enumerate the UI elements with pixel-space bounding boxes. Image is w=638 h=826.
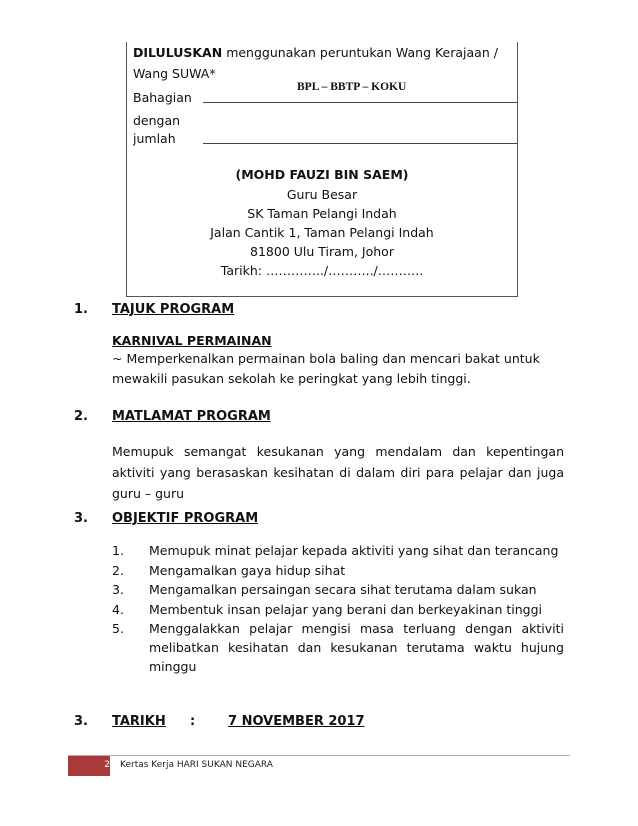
- section-1-number: 1.: [74, 302, 88, 317]
- date-title: TARIKH: [112, 714, 166, 729]
- fund-type: Wang SUWA*: [133, 66, 216, 81]
- signatory-name: (MOHD FAUZI BIN SAEM): [235, 167, 409, 182]
- footer-document-title: Kertas Kerja HARI SUKAN NEGARA: [120, 760, 273, 770]
- item-number: 2.: [112, 562, 124, 578]
- page-number: 2: [104, 760, 110, 770]
- address-line-1: Jalan Cantik 1, Taman Pelangi Indah: [210, 225, 434, 240]
- section-3-title: OBJEKTIF PROGRAM: [112, 511, 259, 526]
- approval-box: [126, 42, 518, 297]
- footer-divider: [68, 755, 570, 756]
- signature-date: Tarikh: …………../………../………..: [220, 263, 424, 278]
- item-text: Mengamalkan gaya hidup sihat: [149, 562, 346, 578]
- item-number: 5.: [112, 621, 124, 636]
- program-description-line2: mewakili pasukan sekolah ke peringkat yang lebih tinggi.: [112, 371, 471, 386]
- section-code: BPL – BBTP – KOKU: [297, 81, 407, 93]
- section-1-title: TAJUK PROGRAM: [112, 302, 235, 317]
- item-number: 1.: [112, 543, 124, 558]
- list-item: [112, 561, 564, 581]
- school-name: SK Taman Pelangi Indah: [247, 206, 397, 221]
- amount-label-line1: dengan: [133, 113, 181, 128]
- event-date: 7 NOVEMBER 2017: [228, 714, 365, 729]
- objectives-list: [112, 541, 564, 676]
- item-text: Membentuk insan pelajar yang berani dan berkeyakinan tinggi: [149, 601, 543, 617]
- program-description-line1: ~ Memperkenalkan permainan bola baling dan mencari bakat untuk: [112, 351, 540, 366]
- item-number: 3.: [112, 582, 124, 597]
- section-label: Bahagian: [133, 90, 192, 105]
- list-item: [112, 619, 564, 676]
- amount-fill-line: [203, 143, 517, 144]
- list-item: [112, 600, 564, 620]
- list-item: [112, 541, 564, 561]
- section-2-number: 2.: [74, 409, 88, 424]
- item-text: Memupuk minat pelajar kepada aktiviti yang sihat dan terancang: [149, 543, 559, 558]
- item-number: 4.: [112, 601, 124, 617]
- approval-statement: [133, 44, 498, 62]
- amount-label-line2: jumlah: [133, 131, 176, 146]
- list-item: [112, 580, 564, 600]
- approved-label: DILULUSKAN: [133, 45, 223, 60]
- address-line-2: 81800 Ulu Tiram, Johor: [250, 244, 394, 259]
- goal-paragraph: Memupuk semangat kesukanan yang mendalam dan kepentingan aktiviti yang berasaskan kesihatan di dalam diri para pelajar dan juga guru – guru: [112, 444, 564, 501]
- approved-text: menggunakan peruntukan Wang Kerajaan /: [226, 45, 498, 60]
- date-colon: :: [190, 714, 196, 729]
- section-3-number: 3.: [74, 511, 88, 526]
- signatory-title: Guru Besar: [286, 187, 358, 202]
- section-fill-line: [203, 102, 517, 103]
- section-4-number: 3.: [74, 714, 88, 729]
- program-name: KARNIVAL PERMAINAN: [112, 333, 272, 348]
- item-text: Mengamalkan persaingan secara sihat terutama dalam sukan: [149, 582, 537, 597]
- item-text: Menggalakkan pelajar mengisi masa terluang dengan aktiviti melibatkan kesihatan dan kesukanan terutama waktu hujung minggu: [149, 621, 564, 674]
- section-2-title: MATLAMAT PROGRAM: [112, 409, 271, 424]
